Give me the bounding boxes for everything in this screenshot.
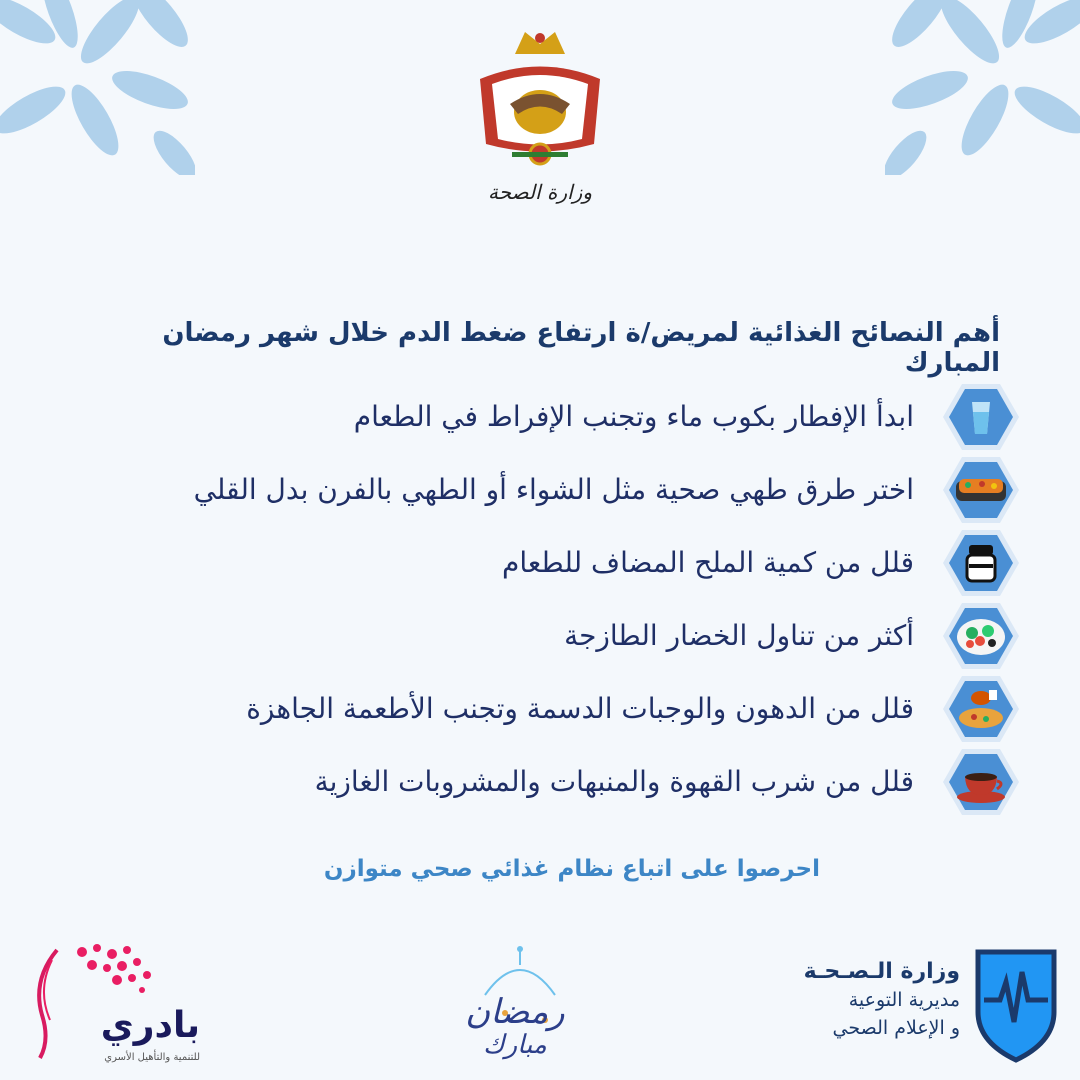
tip-item <box>100 526 1020 599</box>
badri-subtitle: للتنمية والتأهيل الأسري <box>104 1052 200 1063</box>
tip-text: قلل من كمية الملح المضاف للطعام <box>502 546 914 579</box>
tip-item <box>100 380 1020 453</box>
salt-shaker-icon <box>942 528 1020 598</box>
tip-text: قلل من الدهون والوجبات الدسمة وتجنب الأطعمة الجاهزة <box>246 692 914 725</box>
tip-item <box>100 745 1020 818</box>
badri-name: بادري <box>100 1005 200 1046</box>
mubarak-text: مبارك <box>483 1030 547 1060</box>
tip-item <box>100 453 1020 526</box>
tip-item <box>100 599 1020 672</box>
ramadan-text: رمضان <box>465 992 565 1032</box>
coat-of-arms-logo <box>470 24 610 174</box>
moh-directorate: مديرية التوعية <box>848 989 960 1011</box>
tips-list <box>100 380 1020 818</box>
fast-food-icon <box>942 674 1020 744</box>
corner-pattern-right <box>885 0 1080 175</box>
moh-directorate-sub: و الإعلام الصحي <box>832 1017 960 1039</box>
grilled-dish-icon <box>942 455 1020 525</box>
tip-text: ابدأ الإفطار بكوب ماء وتجنب الإفراط في الطعام <box>353 400 914 433</box>
moh-ministry-name: وزارة الـصـحـة <box>803 959 960 984</box>
tip-text: قلل من شرب القهوة والمنبهات والمشروبات الغازية <box>314 765 914 798</box>
corner-pattern-left <box>0 0 195 175</box>
moh-shield-logo <box>970 942 1062 1064</box>
ministry-script-text: وزارة الصحة <box>488 180 592 204</box>
water-glass-icon <box>942 382 1020 452</box>
tip-text: أكثر من تناول الخضار الطازجة <box>564 619 914 652</box>
page-title: أهم النصائح الغذائية لمريض/ة ارتفاع ضغط الدم خلال شهر رمضان المبارك <box>162 318 1000 378</box>
tip-item <box>100 672 1020 745</box>
coffee-cup-icon <box>942 747 1020 817</box>
tip-text: اختر طرق طهي صحية مثل الشواء أو الطهي بالفرن بدل القلي <box>193 473 914 506</box>
moh-text-block <box>760 958 960 1042</box>
salad-bowl-icon <box>942 601 1020 671</box>
footer-note: احرصوا على اتباع نظام غذائي صحي متوازن <box>323 856 820 882</box>
